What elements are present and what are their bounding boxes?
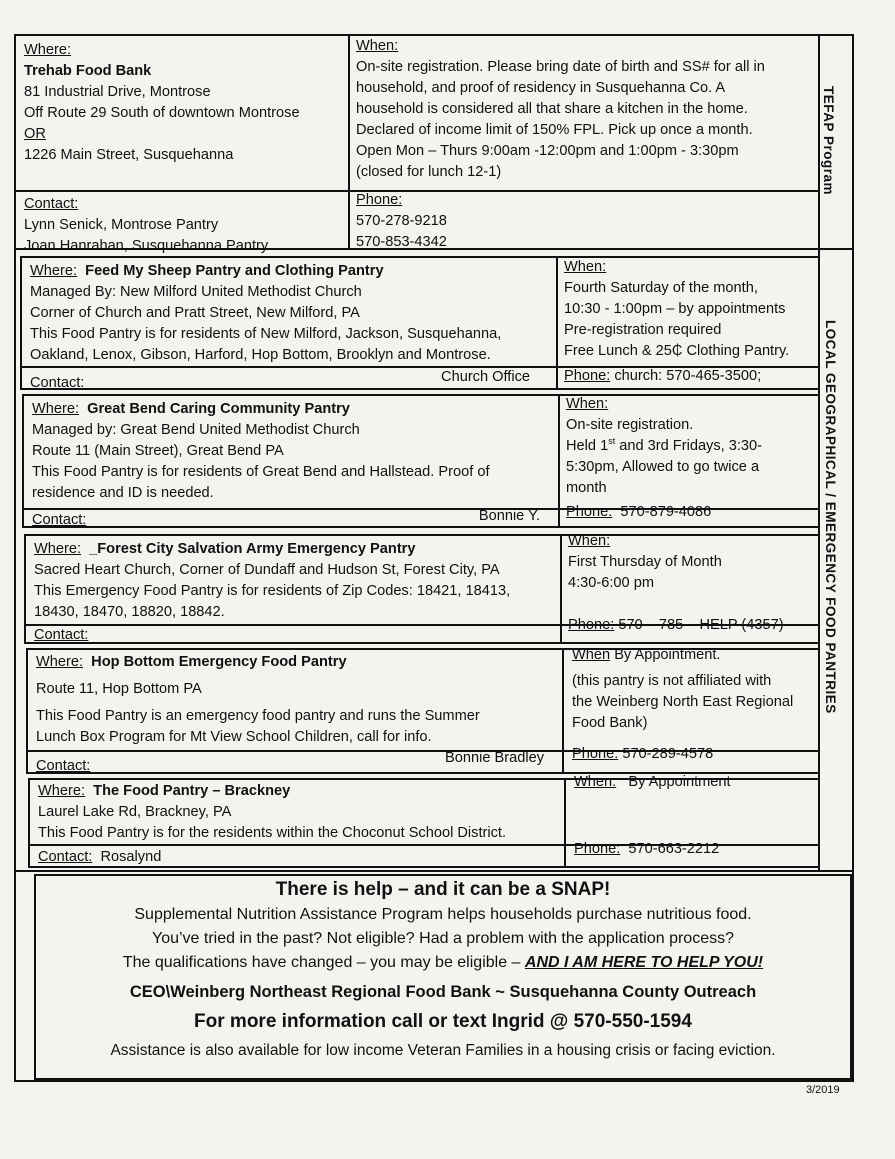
when-line: Declared of income limit of 150% FPL. Pick up once a month.	[356, 122, 753, 138]
snap-veteran-note: Assistance is also available for low income Veteran Families in a housing crisis or facing eviction.	[110, 1042, 776, 1059]
where-label: Where:	[24, 42, 72, 58]
card-column-divider	[562, 648, 564, 774]
where-block	[34, 539, 510, 623]
when-line: month	[566, 480, 607, 496]
address-line: Off Route 29 South of downtown Montrose	[24, 105, 300, 121]
detail-line: Corner of Church and Pratt Street, New Milford, PA	[30, 305, 360, 321]
when-inline: By Appointment	[628, 774, 731, 790]
when-line: Open Mon – Thurs 9:00am -12:00pm and 1:00pm - 3:30pm	[356, 143, 739, 159]
when-line: (this pantry is not affiliated with	[572, 673, 772, 689]
phone-label: Phone:	[564, 368, 611, 384]
tefap-program-label: TEFAP Program	[821, 86, 836, 196]
detail-line: Route 11 (Main Street), Great Bend PA	[32, 443, 284, 459]
snap-eligibility	[34, 952, 852, 974]
detail-line: This Food Pantry is for residents of New Milford, Jackson, Susquehanna,	[30, 326, 502, 342]
contact-label: Contact:	[24, 196, 79, 212]
when-line: 10:30 - 1:00pm – by appointments	[564, 301, 786, 317]
phone-block	[566, 502, 711, 523]
eligibility-text: The qualifications have changed – you may be eligible –	[122, 954, 525, 971]
when-line: the Weinberg North East Regional	[572, 694, 794, 710]
when-line: 5:30pm, Allowed to go twice a	[566, 459, 760, 475]
when-block	[572, 645, 793, 734]
contact-value: Bonnie Bradley	[445, 750, 544, 766]
detail-line: This Food Pantry is an emergency food pantry and runs the Summer	[36, 708, 480, 724]
contact-value: Church Office	[441, 369, 530, 385]
card-column-divider	[560, 534, 562, 644]
pantry-name: _Forest City Salvation Army Emergency Pantry	[89, 541, 416, 557]
detail-line: Route 11, Hop Bottom PA	[36, 681, 202, 697]
pantry-name: The Food Pantry – Brackney	[93, 783, 291, 799]
contact-label: Contact:	[32, 512, 87, 528]
where-label: Where:	[38, 783, 86, 799]
pantry-name: Trehab Food Bank	[24, 63, 152, 79]
contact-block	[38, 847, 161, 868]
when-label: When:	[356, 38, 399, 54]
snap-question: You’ve tried in the past? Not eligible? Had a problem with the application process?	[152, 930, 734, 947]
where-block	[30, 261, 501, 366]
detail-line: This Emergency Food Pantry is for residents of Zip Codes: 18421, 18413,	[34, 583, 511, 599]
phone-label: Phone:	[356, 192, 403, 208]
contact-label: Contact:	[36, 758, 91, 774]
when-line: Free Lunch & 25₵ Clothing Pantry.	[564, 343, 790, 359]
phone-number[interactable]: 570-663-2212	[628, 841, 720, 857]
pantry-name: Hop Bottom Emergency Food Pantry	[91, 654, 347, 670]
where-label: Where:	[36, 654, 84, 670]
where-block	[36, 652, 480, 748]
where-label: Where:	[30, 263, 78, 279]
pantry-name: Feed My Sheep Pantry and Clothing Pantry	[85, 263, 384, 279]
address-or: OR	[24, 126, 46, 142]
contact-value: Bonnie Y.	[478, 508, 540, 524]
when-line: Held 1st and 3rd Fridays, 3:30-	[566, 436, 763, 454]
detail-line: Sacred Heart Church, Corner of Dundaff and Hudson St, Forest City, PA	[34, 562, 500, 578]
phone-number[interactable]: 570 – 785 – HELP (4357)	[618, 617, 784, 633]
when-line: First Thursday of Month	[568, 554, 722, 570]
detail-line: Laurel Lake Rd, Brackney, PA	[38, 804, 232, 820]
card-column-divider	[556, 256, 558, 390]
detail-line: Lunch Box Program for Mt View School Children, call for info.	[36, 729, 432, 745]
when-line: Fourth Saturday of the month,	[564, 280, 758, 296]
detail-line: residence and ID is needed.	[32, 485, 214, 501]
pantry-name: Great Bend Caring Community Pantry	[87, 401, 350, 417]
when-line: 4:30-6:00 pm	[568, 575, 654, 591]
pantries-category-label: LOCAL GEOGRAPHICAL / EMERGENCY FOOD PANTRIES	[823, 320, 838, 714]
phone-label: Phone:	[566, 504, 613, 520]
trehab-where	[24, 40, 300, 166]
detail-line: This Food Pantry is for the residents within the Choconut School District.	[38, 825, 507, 841]
when-line: Food Bank)	[572, 715, 648, 731]
when-label: When:	[574, 774, 617, 790]
when-label: When	[572, 647, 611, 663]
phone-number[interactable]: 570-278-9218	[356, 213, 447, 229]
phone-block	[568, 615, 784, 636]
contact-label: Contact:	[38, 849, 93, 865]
phone-block	[574, 839, 719, 860]
when-label: When:	[564, 259, 607, 275]
where-label: Where:	[34, 541, 82, 557]
contact-value: Rosalynd	[100, 849, 162, 865]
trehab-column-divider	[348, 34, 350, 248]
phone-block	[572, 744, 713, 765]
where-block	[38, 781, 506, 844]
when-line: household is considered all that share a kitchen in the home.	[356, 101, 748, 117]
footer-date: 3/2019	[806, 1084, 840, 1096]
when-line: Pre-registration required	[564, 322, 722, 338]
contact-label: Contact:	[34, 627, 89, 643]
contact-label: Contact:	[30, 375, 85, 391]
phone-number[interactable]: 570-879-4086	[620, 504, 712, 520]
snap-top-rule	[14, 870, 854, 872]
when-inline: By Appointment.	[614, 647, 721, 663]
phone-label: Phone:	[568, 617, 615, 633]
trehab-when	[356, 36, 765, 183]
when-line: On-site registration.	[566, 417, 694, 433]
detail-line: 18430, 18470, 18820, 18842.	[34, 604, 225, 620]
when-line: On-site registration. Please bring date of birth and SS# for all in	[356, 59, 765, 75]
phone-label: Phone:	[572, 746, 619, 762]
snap-description: Supplemental Nutrition Assistance Program helps households purchase nutritious food.	[134, 906, 752, 923]
phone-label: Phone:	[574, 841, 621, 857]
when-line: household, and proof of residency in Susquehanna Co. A	[356, 80, 726, 96]
detail-line: This Food Pantry is for residents of Great Bend and Hallstead. Proof of	[32, 464, 490, 480]
contact-line: Joan Hanrahan, Susquehanna Pantry	[24, 238, 269, 254]
snap-organization: CEO\Weinberg Northeast Regional Food Bank ~ Susquehanna County Outreach	[129, 983, 757, 1001]
phone-number[interactable]: church: 570-465-3500;	[614, 368, 762, 384]
section-divider	[14, 248, 854, 250]
contact-line: Lynn Senick, Montrose Pantry	[24, 217, 219, 233]
snap-contact-line[interactable]: For more information call or text Ingrid @ 570-550-1594	[194, 1011, 692, 1032]
when-line: (closed for lunch 12-1)	[356, 164, 502, 180]
detail-line: Managed by: Great Bend United Methodist Church	[32, 422, 360, 438]
phone-block	[564, 366, 761, 387]
where-block	[32, 399, 490, 504]
detail-line: Oakland, Lenox, Gibson, Harford, Hop Bottom, Brooklyn and Montrose.	[30, 347, 491, 363]
detail-line: Managed By: New Milford United Methodist Church	[30, 284, 362, 300]
card-column-divider	[564, 778, 566, 868]
trehab-phone	[356, 190, 447, 253]
when-block	[564, 257, 789, 362]
when-block	[568, 531, 722, 594]
where-label: Where:	[32, 401, 80, 417]
when-block	[574, 772, 731, 793]
when-label: When:	[566, 396, 609, 412]
address-line: 1226 Main Street, Susquehanna	[24, 147, 234, 163]
help-emphasis: AND I AM HERE TO HELP YOU!	[524, 954, 764, 971]
when-block	[566, 394, 762, 499]
address-line: 81 Industrial Drive, Montrose	[24, 84, 211, 100]
when-label: When:	[568, 533, 611, 549]
snap-headline: There is help – and it can be a SNAP!	[275, 879, 611, 900]
phone-number[interactable]: 570-853-4342	[356, 234, 447, 250]
phone-number[interactable]: 570-289-4578	[622, 746, 714, 762]
